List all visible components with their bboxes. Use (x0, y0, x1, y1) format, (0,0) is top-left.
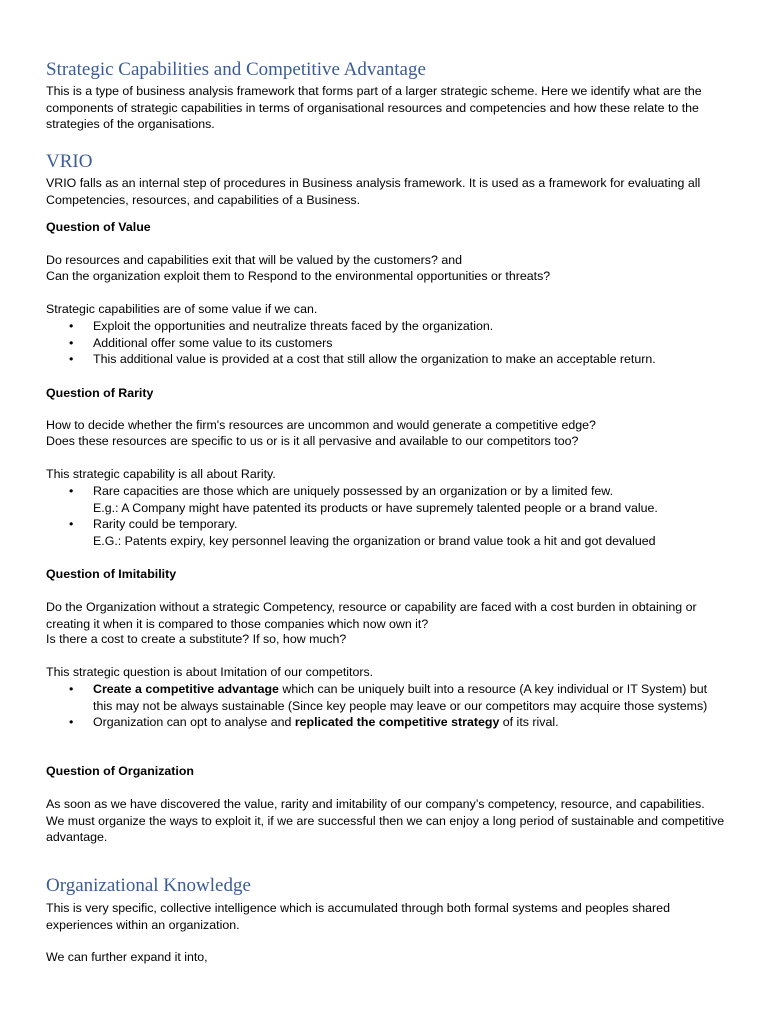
bullet-text: of its rival. (499, 715, 559, 729)
heading-organizational-knowledge: Organizational Knowledge (46, 875, 251, 896)
organization-paragraph: As soon as we have discovered the value, rarity and imitability of our company’s competency, resource, and capabilities. We must organize the ways to exploit it, if we are successful then we can enjoy a long period of sustainable and competitive advantage. (46, 797, 725, 844)
list-item: • Additional offer some value to its customers (46, 335, 726, 352)
intro-paragraph: This is a type of business analysis framework that forms part of a larger strategic scheme. Here we identify what are the components of strategic capabilities in terms of organisational resources and competencies and how these relate to the strategies of the organisations. (46, 84, 702, 131)
list-item (46, 714, 726, 731)
rarity-question-1: How to decide whether the firm's resources are uncommon and would generate a competitive edge? (46, 418, 596, 432)
bold-phrase: Create a competitive advantage (93, 682, 279, 696)
rarity-bullet-1-example: E.g.: A Company might have patented its products or have supremely talented people or a brand value. (93, 500, 658, 515)
rarity-bullet-2-example: E.G.: Patents expiry, key personnel leaving the organization or brand value took a hit and got devalued (93, 533, 656, 548)
subheading-imitability: Question of Imitability (46, 567, 177, 581)
rarity-question-2: Does these resources are specific to us or is it all pervasive and available to our competitors too? (46, 434, 579, 448)
knowledge-expand: We can further expand it into, (46, 950, 208, 964)
list-item: • This additional value is provided at a cost that still allow the organization to make an acceptable return. (46, 351, 726, 368)
list-item (46, 516, 726, 549)
value-question-2: Can the organization exploit them to Respond to the environmental opportunities or threats? (46, 269, 551, 283)
imitability-question-1: Do the Organization without a strategic Competency, resource or capability are faced with a cost burden in obtaining or creating it when it is compared to those companies which now own it? (46, 600, 697, 631)
subheading-organization: Question of Organization (46, 764, 194, 778)
imitability-question-2: Is there a cost to create a substitute? If so, how much? (46, 632, 347, 646)
bullet-text: which can be uniquely built into a resource (A key individual or IT System) but this may not be always sustainable (Since key people may leave or our competitors may acquire those systems) (93, 682, 708, 713)
rarity-lead: This strategic capability is all about Rarity. (46, 467, 276, 481)
list-item (46, 483, 726, 516)
bullet-text: Organization can opt to analyse and (93, 715, 295, 729)
list-item: • Exploit the opportunities and neutralize threats faced by the organization. (46, 318, 726, 335)
subheading-value: Question of Value (46, 220, 151, 234)
subheading-rarity: Question of Rarity (46, 386, 154, 400)
vrio-paragraph: VRIO falls as an internal step of procedures in Business analysis framework. It is used as a framework for evaluating all Competencies, resources, and capabilities of a Business. (46, 176, 701, 207)
rarity-bullet-list (46, 483, 726, 549)
bold-phrase: replicated the competitive strategy (294, 715, 500, 729)
rarity-bullet-1: • Rare capacities are those which are uniquely possessed by an organization or by a limited few. (93, 484, 614, 498)
knowledge-paragraph: This is very specific, collective intelligence which is accumulated through both formal systems and peoples shared experiences within an organization. (46, 901, 670, 932)
heading-strategic-capabilities: Strategic Capabilities and Competitive Advantage (46, 59, 426, 80)
imitability-bullet-list (46, 681, 726, 731)
list-item (46, 681, 726, 714)
imitability-lead: This strategic question is about Imitation of our competitors. (46, 665, 374, 679)
heading-vrio: VRIO (46, 151, 93, 172)
rarity-bullet-2: • Rarity could be temporary. (93, 517, 238, 531)
value-lead: Strategic capabilities are of some value if we can. (46, 302, 318, 316)
value-bullet-list (46, 318, 726, 368)
value-question-1: Do resources and capabilities exit that will be valued by the customers? and (46, 253, 462, 267)
